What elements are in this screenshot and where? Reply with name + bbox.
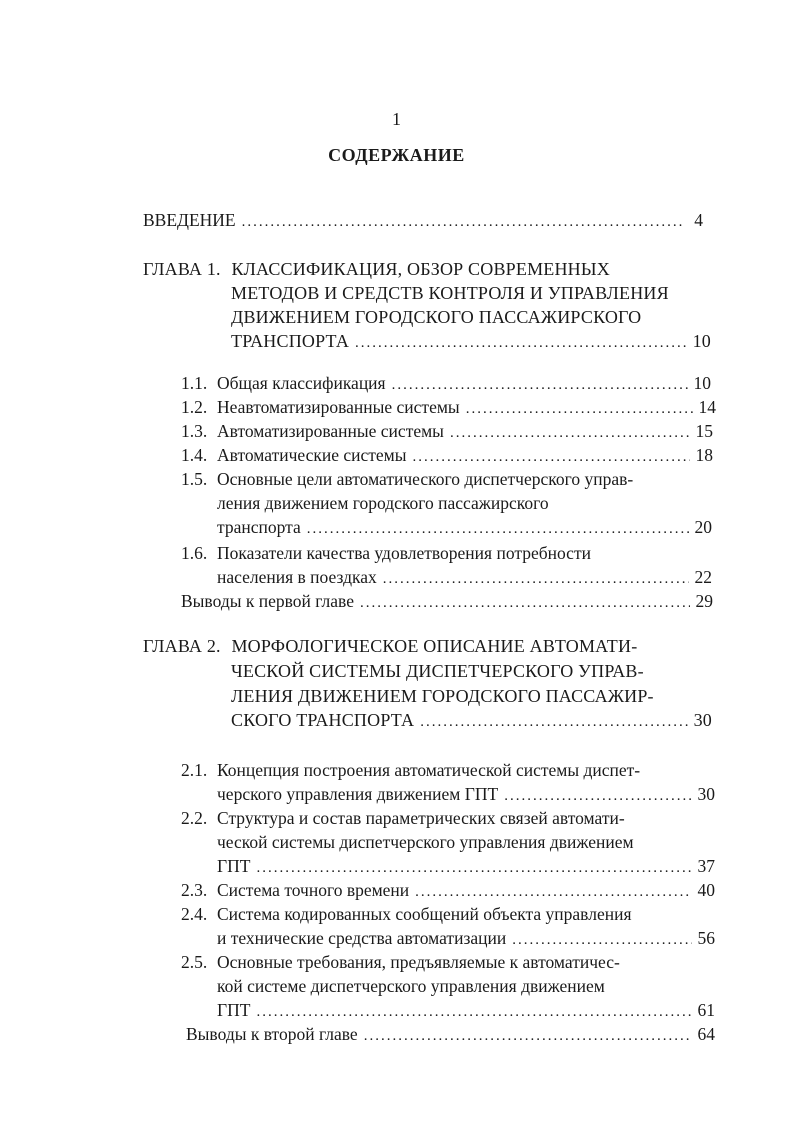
section-number: 1.3. [181,421,208,441]
conclusions-title: Выводы к второй главе [186,1024,358,1044]
chapter-2-title-line4[interactable] [231,708,712,734]
chapter-1-title-last: ТРАНСПОРТА [231,331,350,351]
section-title: Автоматизированные системы [217,421,444,441]
toc-entry-2-4-line2[interactable] [217,926,715,952]
section-title-line3: ГПТ [217,856,251,876]
section-title-line3: транспорта [217,517,301,537]
section-title-line1: Концепция построения автоматической системы диспет- [217,760,641,780]
toc-entry-2-3[interactable] [181,878,715,904]
leader-dots [364,1024,692,1048]
section-number: 1.2. [181,397,208,417]
toc-page-ref: 10 [692,331,711,351]
toc-page-ref: 29 [695,591,713,611]
section-title-line1: Основные требования, предъявляемые к автоматичес- [217,952,620,972]
section-number: 2.3. [181,880,208,900]
toc-entry-1-6-line2[interactable] [217,565,712,591]
toc-entry-conclusions-1[interactable] [181,589,713,615]
chapter-2-prefix: ГЛАВА 2. [143,636,221,656]
section-title-line1: Показатели качества удовлетворения потребности [217,543,591,563]
toc-entry-1-6-line1[interactable] [181,541,591,565]
section-title-line2: ческой системы диспетчерского управления движением [217,832,634,852]
leader-dots [383,567,689,591]
toc-page-ref: 20 [694,517,712,537]
page-number: 1 [392,109,401,129]
chapter-1-title-line3: ДВИЖЕНИЕМ ГОРОДСКОГО ПАССАЖИРСКОГО [231,307,642,327]
toc-entry-2-1-line1[interactable] [181,758,640,782]
section-title-line2: и технические средства автоматизации [217,928,507,948]
toc-entry-2-4-line1[interactable] [181,902,632,926]
toc-page-ref: 15 [695,421,713,441]
leader-dots [256,856,691,880]
leader-dots [512,928,691,952]
toc-page-ref: 61 [697,1000,715,1020]
toc-entry-1-2[interactable] [181,395,716,421]
section-title-line2: ления движением городского пассажирского [217,493,549,513]
toc-page-ref: 37 [697,856,715,876]
chapter-2-title-line1: МОРФОЛОГИЧЕСКОЕ ОПИСАНИЕ АВТОМАТИ- [231,636,638,656]
toc-entry-conclusions-2[interactable] [186,1022,715,1048]
section-title-line2: населения в поездках [217,567,377,587]
chapter-1-heading-line1[interactable] [143,257,610,281]
toc-page-ref: 10 [693,373,711,393]
toc-page-ref: 56 [697,928,715,948]
conclusions-title: Выводы к первой главе [181,591,354,611]
chapter-1-prefix: ГЛАВА 1. [143,259,221,279]
toc-page-ref: 40 [697,880,715,900]
page-title: СОДЕРЖАНИЕ [328,145,465,165]
chapter-2-title-line2: ЧЕСКОЙ СИСТЕМЫ ДИСПЕТЧЕРСКОГО УПРАВ- [231,661,644,681]
section-title-line2: черского управления движением ГПТ [217,784,499,804]
chapter-1-title-line2: МЕТОДОВ И СРЕДСТВ КОНТРОЛЯ И УПРАВЛЕНИЯ [231,283,669,303]
section-title-line1: Структура и состав параметрических связей автомати- [217,808,625,828]
section-number: 2.5. [181,952,208,972]
toc-page-ref: 30 [693,710,712,730]
chapter-2-title-line3: ЛЕНИЯ ДВИЖЕНИЕМ ГОРОДСКОГО ПАССАЖИР- [231,686,654,706]
section-number: 1.1. [181,373,208,393]
toc-entry-2-2-line3[interactable] [217,854,715,880]
section-title-line1: Основные цели автоматического диспетчерского управ- [217,469,634,489]
toc-page-ref: 30 [697,784,715,804]
leader-dots [413,445,690,469]
toc-entry-2-1-line2[interactable] [217,782,715,808]
toc-page-ref: 4 [694,210,703,230]
section-number: 1.6. [181,543,208,563]
section-number: 2.2. [181,808,208,828]
toc-page-ref: 18 [695,445,713,465]
toc-entry-1-5-line3[interactable] [217,515,712,541]
toc-entry-intro[interactable] [143,208,703,234]
section-title: Автоматические системы [217,445,407,465]
leader-dots [242,210,683,234]
chapter-2-title-last: СКОГО ТРАНСПОРТА [231,710,415,730]
leader-dots [420,710,687,734]
section-title-line1: Система кодированных сообщений объекта управления [217,904,632,924]
toc-entry-label: ВВЕДЕНИЕ [143,210,236,230]
toc-entry-1-5-line1[interactable] [181,467,633,491]
leader-dots [504,784,691,808]
section-number: 1.5. [181,469,208,489]
chapter-1-title-line4[interactable] [231,329,711,355]
leader-dots [466,397,693,421]
leader-dots [360,591,690,615]
section-title: Система точного времени [217,880,410,900]
section-title-line2: кой системе диспетчерского управления движением [217,976,605,996]
toc-entry-1-3[interactable] [181,419,713,445]
leader-dots [256,1000,691,1024]
leader-dots [392,373,688,397]
toc-entry-2-2-line1[interactable] [181,806,625,830]
section-number: 1.4. [181,445,208,465]
section-title: Общая классификация [217,373,386,393]
leader-dots [415,880,691,904]
section-number: 2.1. [181,760,208,780]
section-number: 2.4. [181,904,208,924]
toc-entry-2-5-line1[interactable] [181,950,620,974]
toc-page-ref: 14 [698,397,716,417]
leader-dots [307,517,689,541]
leader-dots [355,331,687,355]
leader-dots [450,421,690,445]
toc-entry-2-5-line3[interactable] [217,998,715,1024]
toc-entry-1-4[interactable] [181,443,713,469]
chapter-1-title-line1: КЛАССИФИКАЦИЯ, ОБЗОР СОВРЕМЕННЫХ [231,259,610,279]
section-title: Неавтоматизированные системы [217,397,460,417]
toc-page-ref: 64 [697,1024,715,1044]
toc-page-ref: 22 [694,567,712,587]
section-title-line3: ГПТ [217,1000,251,1020]
toc-entry-1-1[interactable] [181,371,711,397]
chapter-2-heading-line1[interactable] [143,634,637,658]
